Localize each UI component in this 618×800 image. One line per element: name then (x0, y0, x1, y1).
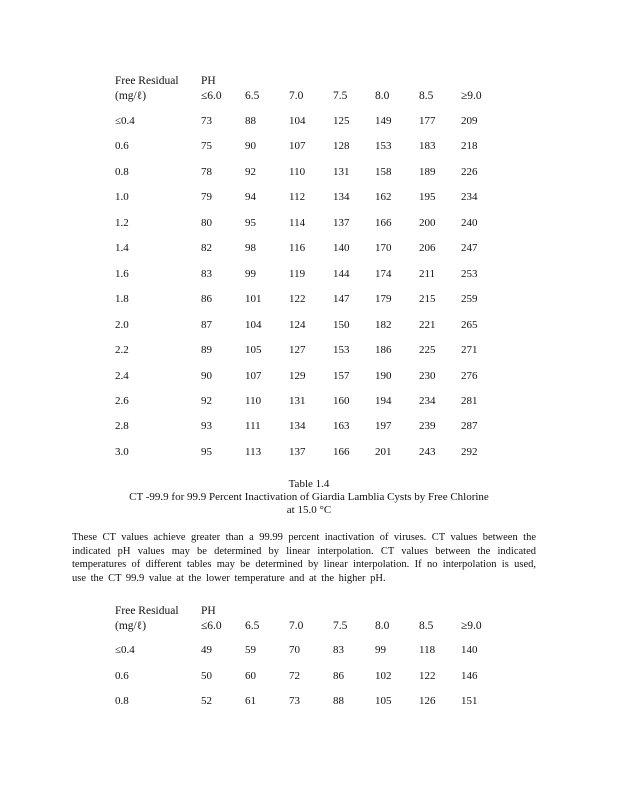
ct-value-cell: 230 (419, 369, 436, 382)
ct-value-cell: 186 (375, 344, 392, 357)
ct-value-cell: 90 (245, 140, 256, 153)
ph-column-header: ≥9.0 (461, 620, 482, 632)
explanatory-paragraph: These CT values achieve greater than a 99.99 percent inactivation of viruses. CT values between the indicated pH values may be determined by linear interpolation. CT values between the indicated temperatures of different tables may be determined by linear interpolation. If no interpolation is used, use the CT 99.9 value at the lower temperature and at the higher pH. (72, 532, 536, 584)
ct-value-cell: 140 (333, 242, 350, 255)
ct-value-cell: 59 (245, 644, 256, 656)
ct-value-cell: 225 (419, 344, 436, 357)
ct-value-cell: 195 (419, 191, 436, 204)
ct-value-cell: 157 (333, 369, 350, 382)
ct-value-cell: 83 (333, 644, 344, 656)
ct-value-cell: 146 (461, 669, 478, 682)
table-row (0, 343, 618, 357)
ph-column-header: 8.0 (375, 620, 390, 632)
table-row (0, 114, 618, 128)
ct-value-cell: 126 (419, 695, 436, 707)
ph-column-header: 7.0 (289, 90, 304, 102)
ct-value-cell: 78 (201, 165, 212, 178)
ct-value-cell: 259 (461, 293, 478, 306)
ct-value-cell: 122 (289, 293, 306, 306)
table-caption-temperature: at 15.0 °C (286, 504, 332, 516)
ct-value-cell: 137 (289, 445, 306, 458)
ct-value-cell: 206 (419, 242, 436, 255)
ct-value-cell: 107 (289, 140, 306, 153)
ct-value-cell: 94 (245, 191, 256, 204)
ct-value-cell: 134 (333, 191, 350, 204)
ct-value-cell: 95 (201, 445, 212, 458)
ct-value-cell: 118 (419, 644, 436, 656)
table-row (0, 267, 618, 281)
residual-cell: 0.8 (115, 695, 129, 707)
residual-cell: 2.4 (115, 369, 129, 382)
ct-value-cell: 107 (245, 369, 262, 382)
table-row (0, 318, 618, 332)
residual-cell: 2.2 (115, 344, 129, 357)
ct-value-cell: 95 (245, 216, 256, 229)
table-row (0, 445, 618, 459)
ct-value-cell: 292 (461, 445, 478, 458)
residual-header-label: Free Residual (115, 75, 179, 87)
ct-value-cell: 166 (375, 216, 392, 229)
ct-value-cell: 92 (245, 165, 256, 178)
ct-value-cell: 209 (461, 115, 478, 127)
ct-value-cell: 125 (333, 115, 350, 127)
table-row (0, 669, 618, 683)
table-row (0, 694, 618, 708)
ct-value-cell: 243 (419, 445, 436, 458)
ct-value-cell: 137 (333, 216, 350, 229)
ct-value-cell: 271 (461, 344, 478, 357)
ct-value-cell: 112 (289, 191, 306, 204)
ct-value-cell: 88 (333, 695, 344, 707)
ph-column-header: 8.5 (419, 620, 434, 632)
ct-value-cell: 61 (245, 695, 256, 707)
ct-value-cell: 110 (289, 165, 306, 178)
ct-value-cell: 170 (375, 242, 392, 255)
ph-column-header: 8.5 (419, 90, 434, 102)
ct-value-cell: 287 (461, 420, 478, 433)
ct-value-cell: 131 (333, 165, 350, 178)
table-row (0, 241, 618, 255)
ct-value-cell: 104 (245, 318, 262, 331)
ct-value-cell: 211 (419, 267, 436, 280)
ct-value-cell: 149 (375, 115, 392, 127)
ct-value-cell: 105 (375, 695, 392, 707)
ct-value-cell: 93 (201, 420, 212, 433)
ct-value-cell: 110 (245, 394, 262, 407)
ph-column-header: 7.5 (333, 90, 348, 102)
residual-cell: 2.8 (115, 420, 129, 433)
ph-column-header: ≤6.0 (201, 620, 222, 632)
ct-value-cell: 82 (201, 242, 212, 255)
ct-value-cell: 253 (461, 267, 478, 280)
ph-column-header: 7.0 (289, 620, 304, 632)
table-row (0, 643, 618, 657)
ct-value-cell: 90 (201, 369, 212, 382)
ct-value-cell: 234 (419, 394, 436, 407)
ct-value-cell: 190 (375, 369, 392, 382)
ct-value-cell: 189 (419, 165, 436, 178)
ct-value-cell: 247 (461, 242, 478, 255)
ct-value-cell: 128 (333, 140, 350, 153)
ct-value-cell: 144 (333, 267, 350, 280)
ct-value-cell: 101 (245, 293, 262, 306)
ct-value-cell: 153 (333, 344, 350, 357)
table-row (0, 216, 618, 230)
ct-value-cell: 140 (461, 644, 478, 656)
table-caption-title: CT -99.9 for 99.9 Percent Inactivation of Giardia Lamblia Cysts by Free Chlorine (129, 491, 489, 503)
residual-cell: 2.0 (115, 318, 129, 331)
table-row (0, 292, 618, 306)
residual-cell: 1.6 (115, 267, 129, 280)
ct-value-cell: 72 (289, 669, 300, 682)
ct-value-cell: 163 (333, 420, 350, 433)
residual-cell: 1.2 (115, 216, 129, 229)
ct-value-cell: 50 (201, 669, 212, 682)
residual-cell: 1.0 (115, 191, 129, 204)
table-row (0, 369, 618, 383)
ct-value-cell: 215 (419, 293, 436, 306)
residual-cell: 2.6 (115, 394, 129, 407)
ct-value-cell: 49 (201, 644, 212, 656)
ct-value-cell: 122 (419, 669, 436, 682)
ct-value-cell: 73 (289, 695, 300, 707)
ph-column-header: ≥9.0 (461, 90, 482, 102)
ct-value-cell: 60 (245, 669, 256, 682)
ct-value-cell: 131 (289, 394, 306, 407)
ph-column-header: 6.5 (245, 90, 260, 102)
ct-value-cell: 166 (333, 445, 350, 458)
ct-value-cell: 52 (201, 695, 212, 707)
residual-header-label: Free Residual (115, 605, 179, 617)
residual-cell: 1.8 (115, 293, 129, 306)
ct-value-cell: 162 (375, 191, 392, 204)
ct-value-cell: 218 (461, 140, 478, 153)
ct-value-cell: 147 (333, 293, 350, 306)
ct-value-cell: 79 (201, 191, 212, 204)
residual-cell: 0.6 (115, 669, 129, 682)
ct-value-cell: 86 (201, 293, 212, 306)
residual-cell: 0.6 (115, 140, 129, 153)
table-row (0, 139, 618, 153)
table-row (0, 190, 618, 204)
ct-value-cell: 200 (419, 216, 436, 229)
ct-value-cell: 111 (245, 420, 261, 433)
ct-value-cell: 134 (289, 420, 306, 433)
ct-value-cell: 177 (419, 115, 436, 127)
ct-value-cell: 87 (201, 318, 212, 331)
ct-value-cell: 197 (375, 420, 392, 433)
residual-cell: ≤0.4 (115, 644, 135, 656)
table-row (0, 165, 618, 179)
ct-value-cell: 92 (201, 394, 212, 407)
residual-cell: 1.4 (115, 242, 129, 255)
ct-value-cell: 276 (461, 369, 478, 382)
ph-column-header: ≤6.0 (201, 90, 222, 102)
table-row (0, 419, 618, 433)
ct-value-cell: 102 (375, 669, 392, 682)
residual-cell: 3.0 (115, 445, 129, 458)
ct-value-cell: 158 (375, 165, 392, 178)
ct-value-cell: 124 (289, 318, 306, 331)
ct-value-cell: 194 (375, 394, 392, 407)
ct-value-cell: 160 (333, 394, 350, 407)
ct-value-cell: 89 (201, 344, 212, 357)
ph-column-header: 7.5 (333, 620, 348, 632)
ph-column-header: 6.5 (245, 620, 260, 632)
table-row (0, 394, 618, 408)
residual-units-label: (mg/ℓ) (115, 620, 147, 632)
ct-value-cell: 119 (289, 267, 306, 280)
ct-value-cell: 116 (289, 242, 306, 255)
ct-value-cell: 86 (333, 669, 344, 682)
ct-value-cell: 70 (289, 644, 300, 656)
ct-value-cell: 88 (245, 115, 256, 127)
ct-value-cell: 281 (461, 394, 478, 407)
ct-value-cell: 99 (375, 644, 386, 656)
ct-value-cell: 234 (461, 191, 478, 204)
ct-value-cell: 183 (419, 140, 436, 153)
ct-value-cell: 153 (375, 140, 392, 153)
table-caption-number: Table 1.4 (288, 478, 330, 490)
ct-value-cell: 174 (375, 267, 392, 280)
ph-column-header: 8.0 (375, 90, 390, 102)
ct-value-cell: 98 (245, 242, 256, 255)
ct-value-cell: 179 (375, 293, 392, 306)
ct-value-cell: 201 (375, 445, 392, 458)
ct-value-cell: 239 (419, 420, 436, 433)
ct-value-cell: 73 (201, 115, 212, 127)
ct-value-cell: 105 (245, 344, 262, 357)
ct-value-cell: 99 (245, 267, 256, 280)
ct-value-cell: 80 (201, 216, 212, 229)
ct-value-cell: 127 (289, 344, 306, 357)
residual-cell: 0.8 (115, 165, 129, 178)
ct-value-cell: 226 (461, 165, 478, 178)
ct-value-cell: 75 (201, 140, 212, 153)
ct-value-cell: 150 (333, 318, 350, 331)
ct-value-cell: 104 (289, 115, 306, 127)
residual-cell: ≤0.4 (115, 115, 135, 127)
ct-value-cell: 113 (245, 445, 262, 458)
residual-units-label: (mg/ℓ) (115, 90, 147, 102)
ct-value-cell: 265 (461, 318, 478, 331)
ct-value-cell: 151 (461, 695, 478, 707)
ph-header-label: PH (201, 605, 216, 617)
ct-value-cell: 83 (201, 267, 212, 280)
ct-value-cell: 114 (289, 216, 306, 229)
ct-value-cell: 221 (419, 318, 436, 331)
ct-value-cell: 240 (461, 216, 478, 229)
ph-header-label: PH (201, 75, 216, 87)
ct-value-cell: 182 (375, 318, 392, 331)
ct-value-cell: 129 (289, 369, 306, 382)
